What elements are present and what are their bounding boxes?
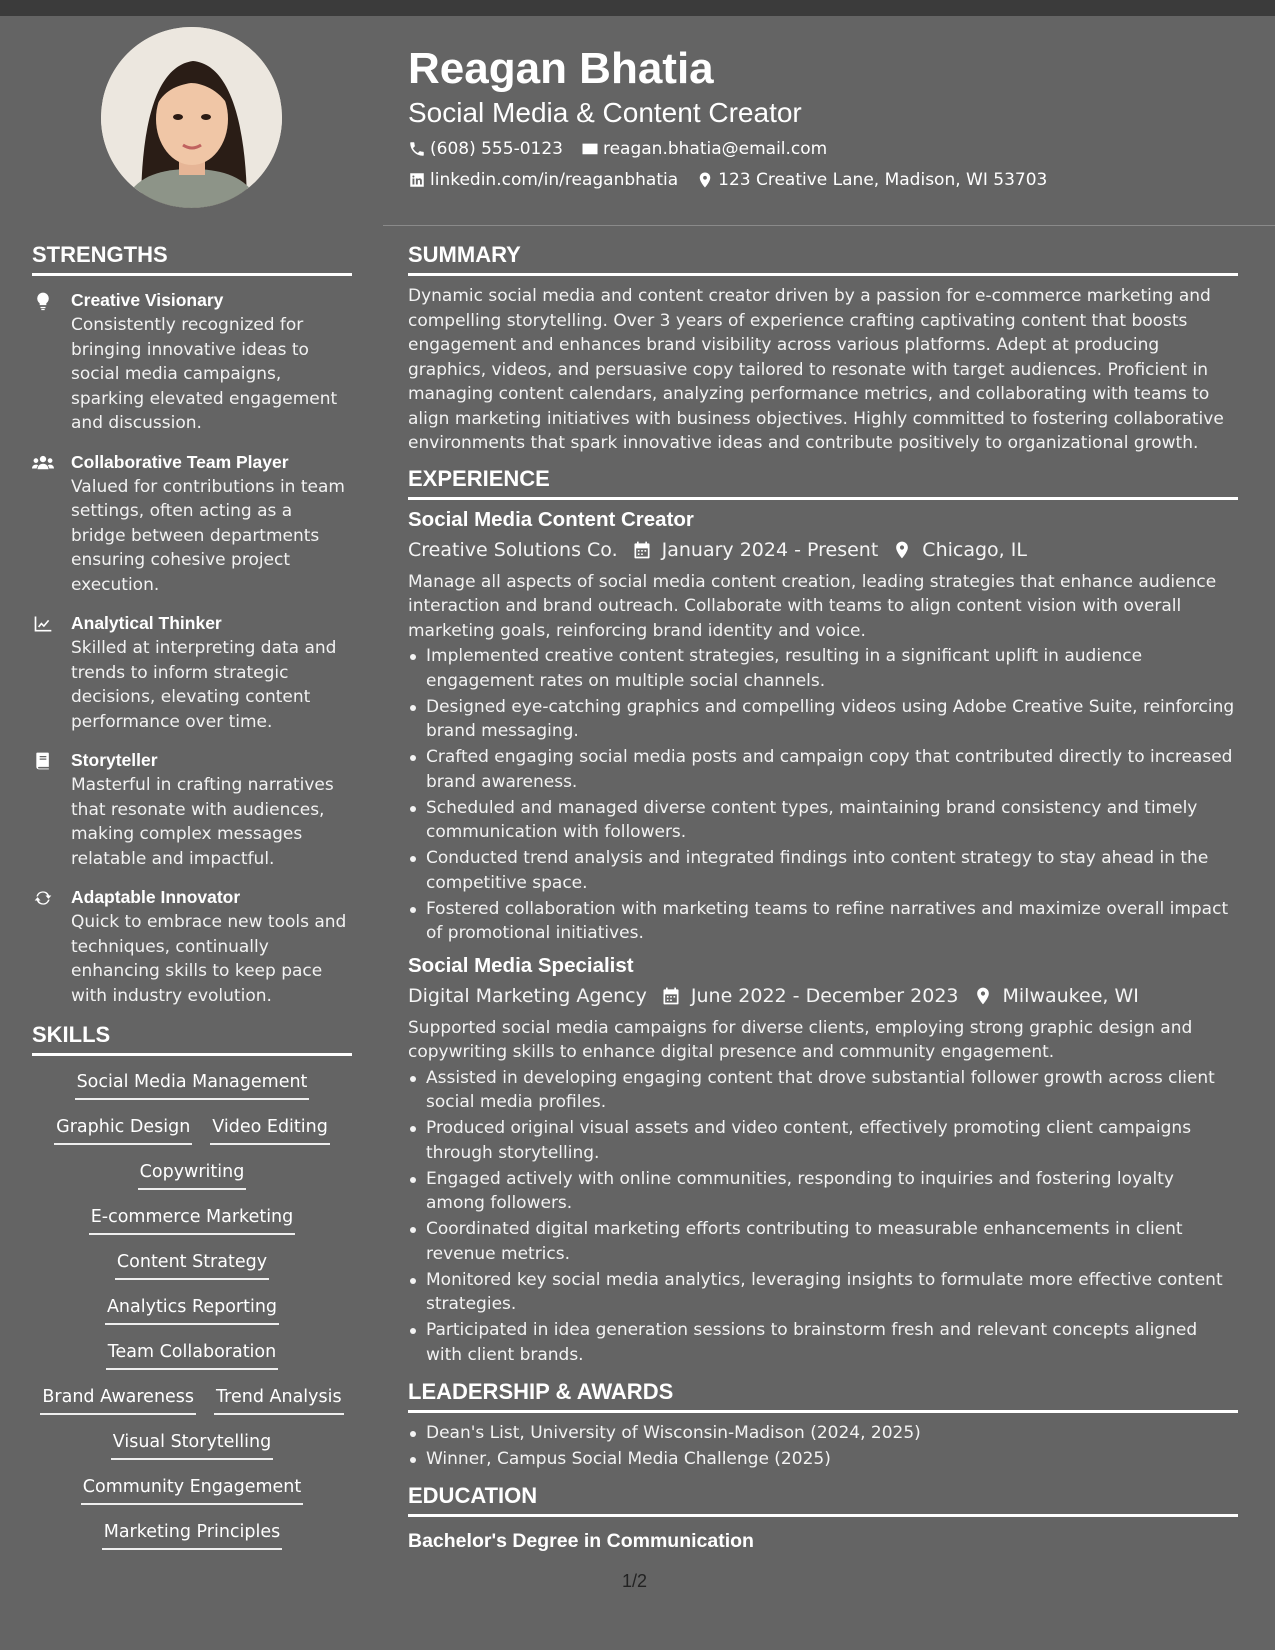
experience-heading: EXPERIENCE (408, 465, 550, 491)
skill-row (32, 1160, 352, 1205)
bullet-item: Monitored key social media analytics, leveraging insights to formulate more effective content strategies. (408, 1268, 1238, 1317)
bullet-item: Produced original visual assets and video content, effectively promoting client campaigns through storytelling. (408, 1116, 1238, 1165)
job-entry (408, 506, 1238, 946)
map-pin-icon (696, 171, 714, 189)
skill-row (32, 1205, 352, 1250)
strength-item (32, 885, 352, 1008)
bullet-item: Fostered collaboration with marketing teams to refine narratives and maximize overall impact of promotional initiatives. (408, 897, 1238, 946)
skills-heading: SKILLS (32, 1022, 111, 1047)
skills-list (32, 1070, 352, 1565)
skill-row (32, 1115, 352, 1160)
skill-row (32, 1295, 352, 1340)
bullet-item: Assisted in developing engaging content that drove substantial follower growth across client social media profiles. (408, 1066, 1238, 1115)
strength-desc: Quick to embrace new tools and techniques, continually enhancing skills to keep pace with industry evolution. (71, 912, 347, 1006)
job-dates: January 2024 - Present (661, 538, 879, 561)
skill-row (32, 1430, 352, 1475)
strength-item (32, 450, 352, 598)
phone-contact[interactable] (408, 139, 563, 159)
skill-tag: Trend Analysis (214, 1385, 344, 1415)
strength-item (32, 748, 352, 871)
address-text: 123 Creative Lane, Madison, WI 53703 (718, 170, 1048, 190)
job-description: Supported social media campaigns for diverse clients, employing strong graphic design and copywriting skills to enhance digital presence and community engagement. (408, 1017, 1193, 1062)
phone-text: (608) 555-0123 (430, 139, 563, 159)
skill-tag: Content Strategy (115, 1250, 269, 1280)
linkedin-text: linkedin.com/in/reaganbhatia (430, 170, 679, 190)
summary-rule (408, 273, 1238, 276)
award-item: Dean's List, University of Wisconsin-Madison (2024, 2025) (408, 1421, 1238, 1446)
education-rule (408, 1514, 1238, 1517)
contact-row-2 (408, 168, 1248, 192)
job-entry (408, 952, 1238, 1368)
job-location: Chicago, IL (922, 538, 1027, 561)
skill-tag: Social Media Management (75, 1070, 310, 1100)
linkedin-icon (408, 171, 426, 189)
strength-item (32, 611, 352, 734)
line-chart-icon (32, 614, 54, 634)
map-pin-icon (892, 540, 912, 560)
top-bar (0, 0, 1275, 16)
book-icon (32, 751, 54, 771)
skill-tag: Analytics Reporting (105, 1295, 279, 1325)
skill-row (32, 1385, 352, 1430)
skill-tag: Community Engagement (81, 1475, 303, 1505)
strength-item (32, 288, 352, 436)
leadership-heading: LEADERSHIP & AWARDS (408, 1378, 674, 1404)
skill-tag: Visual Storytelling (111, 1430, 273, 1460)
skill-row (32, 1250, 352, 1295)
right-column (408, 242, 1238, 1555)
skill-tag: Team Collaboration (106, 1340, 278, 1370)
skill-tag: Copywriting (138, 1160, 247, 1190)
lightbulb-icon (32, 291, 54, 311)
degree-title: Bachelor's Degree in Communication (408, 1529, 754, 1552)
linkedin-contact[interactable] (408, 170, 678, 190)
bullet-item: Participated in idea generation sessions to brainstorm fresh and relevant concepts aligned with client brands. (408, 1318, 1238, 1367)
leadership-rule (408, 1410, 1238, 1413)
skill-row (32, 1340, 352, 1385)
skill-tag: Graphic Design (54, 1115, 192, 1145)
profile-photo (101, 27, 282, 208)
skill-row (32, 1520, 352, 1565)
skill-row (32, 1070, 352, 1115)
strength-title: Storyteller (71, 750, 158, 770)
bullet-item: Designed eye-catching graphics and compelling videos using Adobe Creative Suite, reinforcing brand messaging. (408, 695, 1238, 744)
education-heading: EDUCATION (408, 1482, 538, 1508)
calendar-icon (661, 986, 681, 1006)
strength-title: Adaptable Innovator (71, 887, 241, 907)
job-meta (408, 982, 1238, 1010)
email-contact[interactable] (581, 139, 827, 159)
skills-rule (32, 1053, 352, 1056)
job-location: Milwaukee, WI (1002, 984, 1139, 1007)
strength-title: Collaborative Team Player (71, 451, 289, 472)
strength-desc: Consistently recognized for bringing innovative ideas to social media campaigns, sparking elevated engagement and discussion. (71, 315, 338, 433)
bullet-item: Coordinated digital marketing efforts contributing to measurable enhancements in client revenue metrics. (408, 1217, 1238, 1266)
leadership-list (408, 1421, 1238, 1472)
strength-desc: Masterful in crafting narratives that resonate with audiences, making complex messages relatable and impactful. (71, 775, 334, 869)
refresh-icon (32, 888, 54, 908)
resume-header (408, 42, 1248, 192)
candidate-name: Reagan Bhatia (408, 44, 714, 93)
contact-row-1 (408, 137, 1248, 161)
strengths-heading: STRENGTHS (32, 242, 168, 267)
bullet-item: Scheduled and managed diverse content types, maintaining brand consistency and timely communication with followers. (408, 796, 1238, 845)
strength-desc: Skilled at interpreting data and trends to inform strategic decisions, elevating content performance over time. (71, 638, 337, 732)
skill-tag: Brand Awareness (40, 1385, 196, 1415)
strengths-list (32, 288, 352, 1008)
strengths-rule (32, 273, 352, 276)
email-text: reagan.bhatia@email.com (602, 139, 828, 159)
award-item: Winner, Campus Social Media Challenge (2025) (408, 1447, 1238, 1472)
strength-title: Analytical Thinker (71, 613, 222, 633)
header-divider (383, 225, 1275, 226)
envelope-icon (581, 140, 599, 158)
candidate-title: Social Media & Content Creator (408, 97, 802, 128)
summary-heading: SUMMARY (408, 242, 521, 267)
phone-icon (408, 140, 426, 158)
bullet-item: Engaged actively with online communities, responding to inquiries and fostering loyalty among followers. (408, 1167, 1238, 1216)
summary-text: Dynamic social media and content creator driven by a passion for e-commerce marketing and compelling storytelling. Over 3 years of experience crafting captivating content that boosts engagement and enhances brand visibility across various platforms. Adept at producing graphics, videos, and persuasive copy tailored to resonate with target audiences. Proficient in managing content calendars, analyzing performance metrics, and collaborating with teams to align marketing initiatives with business objectives. Highly committed to fostering collaborative environments that spark innovative ideas and contribute positively to organizational growth. (408, 286, 1224, 453)
bullet-item: Conducted trend analysis and integrated findings into content strategy to stay ahead in the competitive space. (408, 846, 1238, 895)
job-title: Social Media Content Creator (408, 507, 694, 531)
calendar-icon (632, 540, 652, 560)
job-company: Creative Solutions Co. (408, 538, 618, 561)
job-dates: June 2022 - December 2023 (690, 984, 959, 1007)
job-bullets (408, 1066, 1238, 1368)
left-column (32, 242, 352, 1565)
job-meta (408, 536, 1238, 564)
job-title: Social Media Specialist (408, 953, 634, 977)
skill-tag: Marketing Principles (102, 1520, 283, 1550)
job-description: Manage all aspects of social media content creation, leading strategies that enhance audience interaction and brand outreach. Collaborate with teams to align content vision with overall marketing goals, reinforcing brand identity and voice. (408, 571, 1217, 641)
bullet-item: Crafted engaging social media posts and campaign copy that contributed directly to increased brand awareness. (408, 745, 1238, 794)
map-pin-icon (973, 986, 993, 1006)
strength-title: Creative Visionary (71, 290, 224, 310)
experience-rule (408, 497, 1238, 500)
skill-tag: Video Editing (210, 1115, 330, 1145)
address-contact (696, 170, 1047, 190)
users-icon (32, 453, 54, 473)
strength-desc: Valued for contributions in team settings, often acting as a bridge between departments ensuring cohesive project execution. (71, 476, 345, 595)
page-number: 1/2 (622, 1571, 648, 1591)
job-company: Digital Marketing Agency (408, 984, 647, 1007)
skill-tag: E-commerce Marketing (89, 1205, 296, 1235)
bullet-item: Implemented creative content strategies, resulting in a significant uplift in audience engagement rates on multiple social channels. (408, 644, 1238, 693)
skill-row (32, 1475, 352, 1520)
job-bullets (408, 644, 1238, 946)
